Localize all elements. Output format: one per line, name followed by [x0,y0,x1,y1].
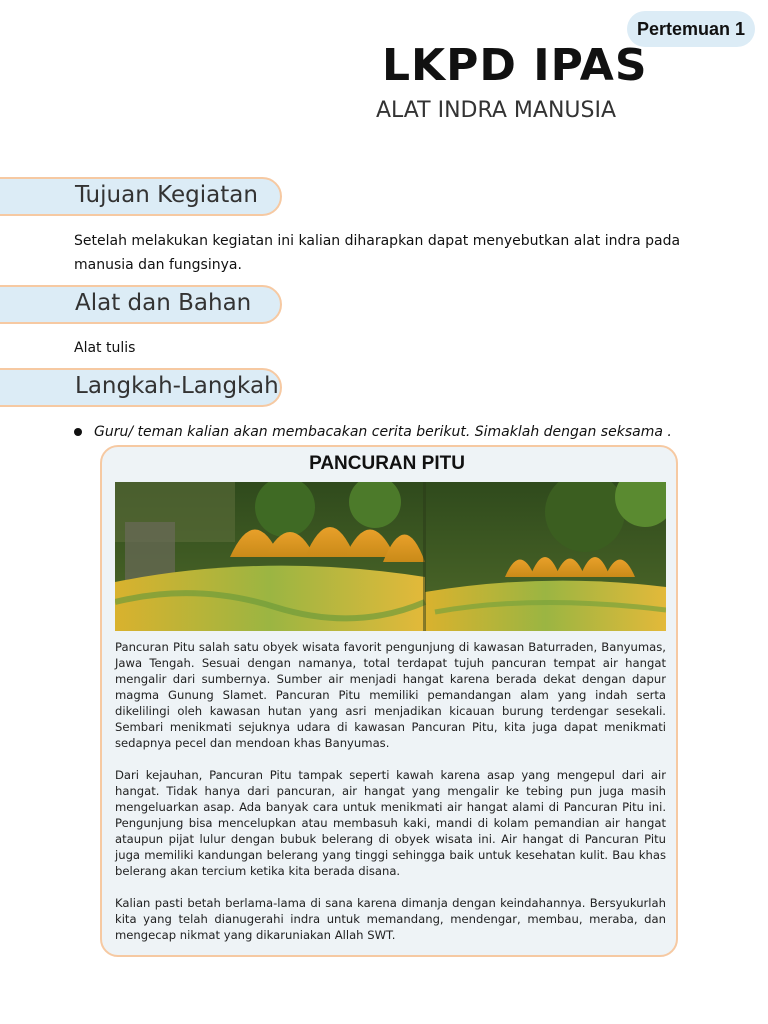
section-heading-langkah: Langkah-Langkah [75,373,279,399]
waterfall-photo-image [115,482,666,631]
section-heading-tujuan: Tujuan Kegiatan [75,182,258,208]
section-header-tujuan [0,177,282,216]
waterfall-photo [115,482,666,631]
section-header-alat [0,285,282,324]
story-paragraph-2: Dari kejauhan, Pancuran Pitu tampak seperti kawah karena asap yang mengepul dari air hangat. Tidak hanya dari pancuran, air hangat yang mengalir ke tebing pun juga masih mengeluarkan asap. Ada banyak cara untuk menikmati air hangat alami di Pancuran Pitu ini. Pengunjung bisa mencelupkan atau membasuh kaki, mandi di kolam pemandian air hangat ataupun pijat lulur dengan bubuk belerang di obyek wisata ini. Air hangat di Pancuran Pitu juga memiliki kandungan belerang yang tinggi sehingga baik untuk kesehatan kulit. Bau khas belerang akan tercium ketika kita berada disana. [115,768,666,878]
section-header-langkah [0,368,282,407]
page-subtitle: ALAT INDRA MANUSIA [376,98,617,123]
alat-text: Alat tulis [74,340,136,356]
tujuan-text: Setelah melakukan kegiatan ini kalian diharapkan dapat menyebutkan alat indra pada manusia dan fungsinya. [74,233,681,273]
langkah-bullet-text: Guru/ teman kalian akan membacakan cerita berikut. Simaklah dengan seksama . [94,424,672,440]
langkah-bullet [74,424,672,440]
section-heading-alat: Alat dan Bahan [75,290,252,316]
bullet-dot [74,428,82,436]
page-title: LKPD IPAS [382,40,648,91]
story-title: PANCURAN PITU [309,453,465,474]
meeting-badge: Pertemuan 1 [627,11,755,47]
story-paragraph-1: Pancuran Pitu salah satu obyek wisata favorit pengunjung di kawasan Baturraden, Banyumas, Jawa Tengah. Sesuai dengan namanya, total terdapat tujuh pancuran tempat air hangat mengalir dari sumbernya. Sumber air menjadi hangat karena berada dekat dengan dapur magma Gunung Slamet. Pancuran Pitu memiliki pemandangan alam yang indah serta dikelilingi oleh kawasan hutan yang asri menjadikan kicauan burung terdengar sesekali. Sembari menikmati sejuknya udara di kawasan Pancuran Pitu, kita juga dapat menikmati sedapnya pecel dan mendoan khas Banyumas. [115,640,666,750]
story-paragraph-3: Kalian pasti betah berlama-lama di sana karena dimanja dengan keindahannya. Bersyukurlah kita yang telah dianugerahi indra untuk memandang, mendengar, membau, meraba, dan mengecap nikmat yang dikaruniakan Allah SWT. [115,896,666,942]
story-card [100,445,678,957]
story-body [115,639,666,959]
